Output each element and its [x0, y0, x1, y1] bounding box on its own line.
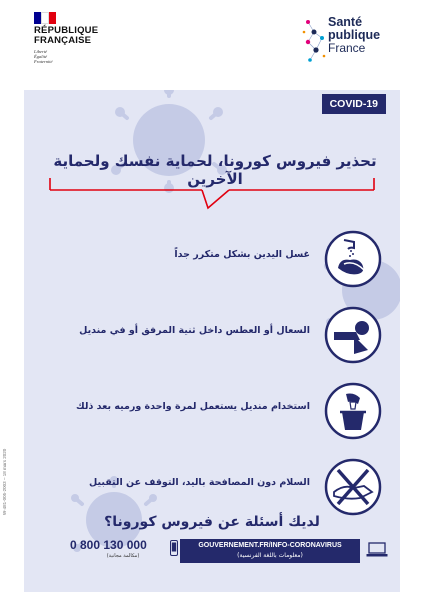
- french-flag-icon: [34, 12, 56, 24]
- headline: تحذير فيروس كورونا، لحماية نفسك ولحماية الآخرين: [53, 152, 377, 188]
- spf-network-icon: [300, 16, 330, 66]
- info-link-box[interactable]: [180, 539, 360, 563]
- laptop-icon: [366, 542, 388, 558]
- covid-badge: COVID-19: [322, 94, 386, 114]
- advice-row: [52, 382, 382, 440]
- info-note: (معلومات باللغة الفرنسية): [237, 552, 303, 559]
- advice-row: [52, 458, 382, 516]
- rf-motto: Liberté Égalité Fraternité: [34, 49, 53, 64]
- advice-text: السعال أو العطس داخل ثنية المرفق أو في منديل: [79, 325, 310, 336]
- info-url[interactable]: GOUVERNEMENT.FR/INFO-CORONAVIRUS: [198, 542, 342, 549]
- advice-row: [52, 230, 382, 288]
- spf-line-2: publique: [328, 28, 381, 42]
- question-heading: لديك أسئلة عن فيروس كورونا؟: [104, 514, 320, 530]
- elbow-sneeze-icon: [324, 306, 382, 364]
- main-panel: [24, 90, 400, 592]
- advice-text: استخدام منديل يستعمل لمرة واحدة ورميه بعد ذلك: [76, 401, 310, 412]
- no-handshake-icon: [324, 458, 382, 516]
- sante-publique-france-logo: [300, 16, 410, 76]
- advice-row: [52, 306, 382, 364]
- rf-line-2: FRANÇAISE: [34, 35, 92, 46]
- phone-number[interactable]: 0 800 130 000: [70, 538, 147, 552]
- republique-francaise-logo: [34, 12, 104, 64]
- spf-line-3: France: [328, 41, 366, 55]
- advice-text: السلام دون المصافحة باليد، التوقف عن التقبيل: [88, 477, 310, 488]
- phone-note: (مكالمة مجانية): [106, 553, 140, 559]
- rf-line-1: RÉPUBLIQUE: [34, 25, 99, 36]
- advice-text: غسل اليدين بشكل متكرر جداً: [174, 249, 310, 260]
- spf-line-1: Santé: [328, 15, 363, 29]
- hand-washing-icon: [324, 230, 382, 288]
- tissue-disposal-icon: [324, 382, 382, 440]
- smartphone-icon: [170, 540, 178, 556]
- reference-code: W-481-005-2003 – 18 mars 2020: [2, 448, 7, 515]
- header: [0, 0, 425, 88]
